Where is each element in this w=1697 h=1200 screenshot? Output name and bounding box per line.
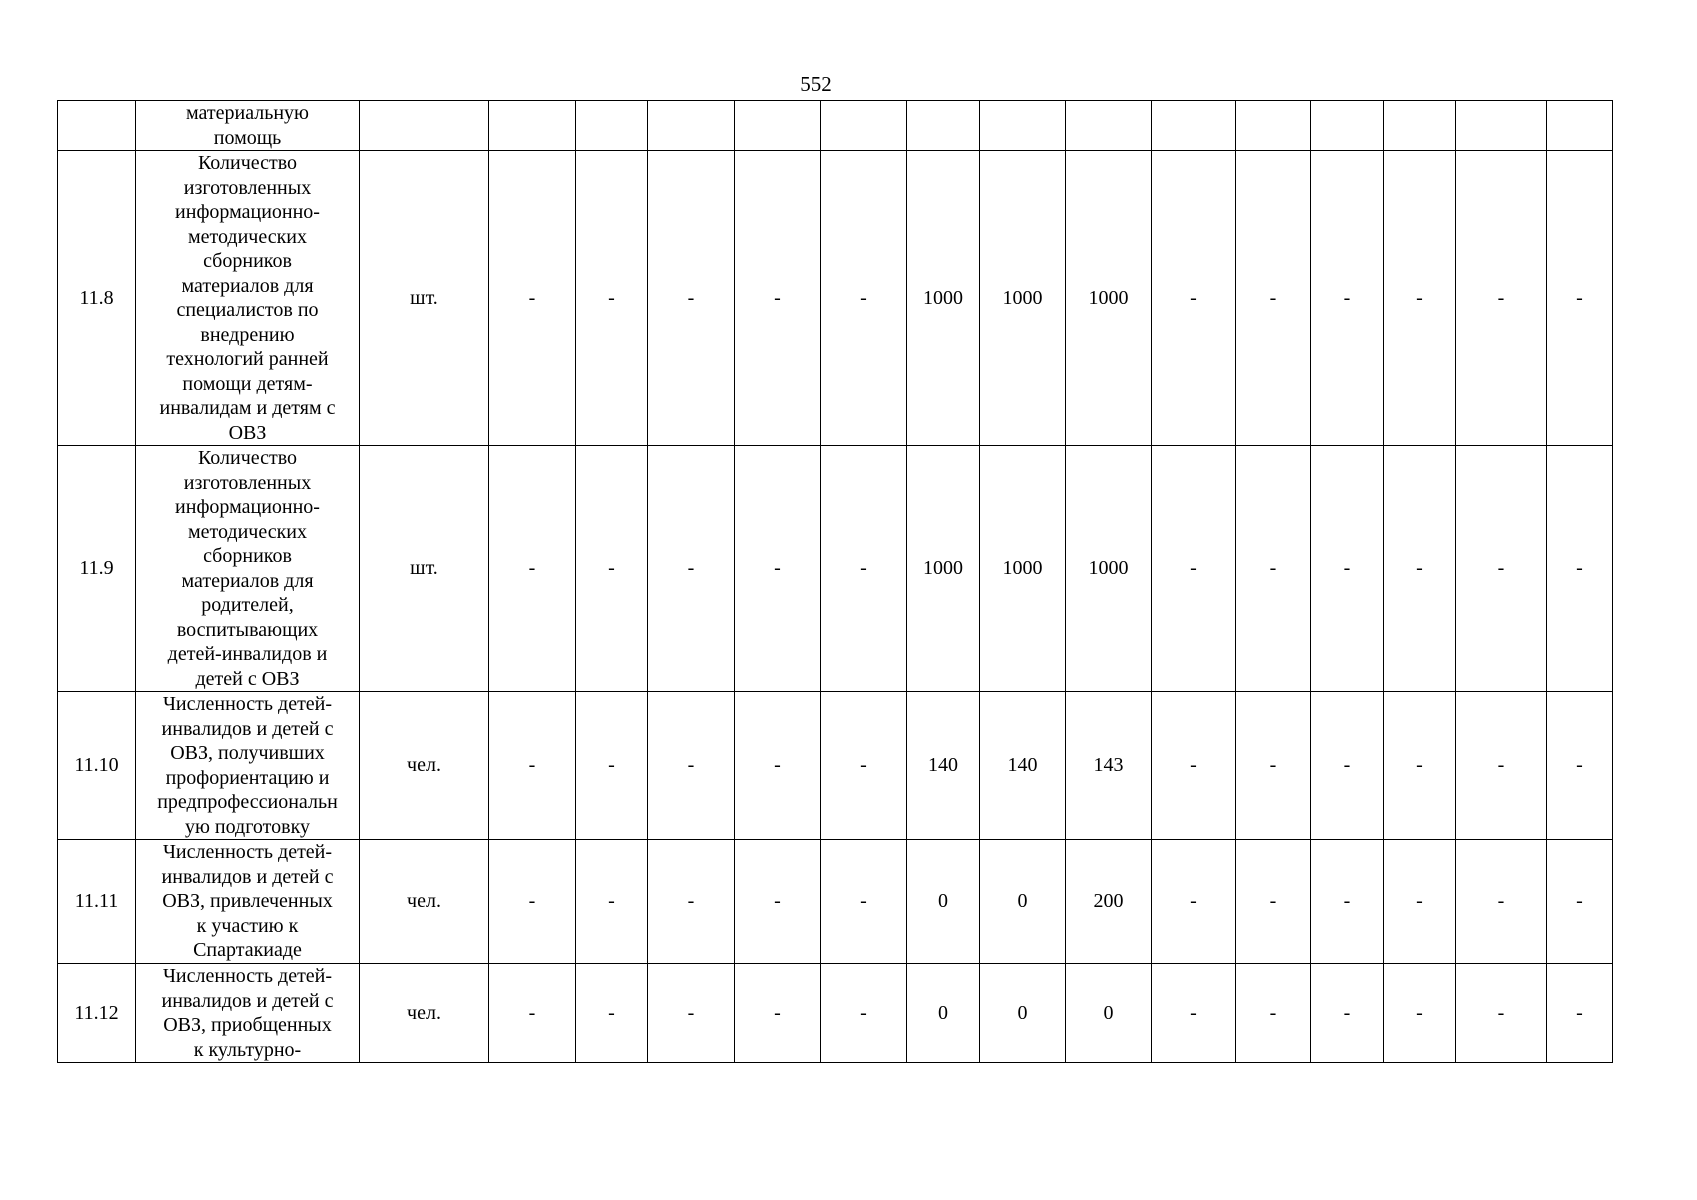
value-cell: - [1311,840,1384,964]
page-number: 552 [800,72,832,96]
value-cell [735,101,821,151]
value-cell: 140 [980,692,1066,840]
value-cell [1384,101,1456,151]
value-cell: - [735,692,821,840]
table-row [58,446,1613,692]
value-cell: - [821,964,907,1063]
value-cell: - [648,964,735,1063]
value-cell [1152,101,1236,151]
value-cell: - [648,840,735,964]
value-cell: - [1311,446,1384,692]
indicator-name-cell: Количество изготовленных информационно- методических сборников материалов для специалистов по внедрению технологий ранней помощи детям- инвалидам и детям с ОВЗ [136,151,360,446]
value-cell: - [735,840,821,964]
table-row [58,692,1613,840]
note-cell: - [1547,964,1613,1063]
value-cell: - [489,446,576,692]
row-number-cell: 11.12 [58,964,136,1063]
value-cell: - [1456,446,1547,692]
value-cell: - [1152,964,1236,1063]
value-cell: 0 [907,964,980,1063]
value-cell: 1000 [907,446,980,692]
value-cell: - [489,692,576,840]
value-cell: - [735,446,821,692]
value-cell: 1000 [980,151,1066,446]
table-row [58,840,1613,964]
row-number-cell: 11.11 [58,840,136,964]
unit-cell [360,101,489,151]
indicator-name-cell: Количество изготовленных информационно- методических сборников материалов для родителей, воспитывающих детей-инвалидов и детей с ОВЗ [136,446,360,692]
value-cell: - [576,840,648,964]
value-cell: 0 [1066,964,1152,1063]
row-number-cell: 11.8 [58,151,136,446]
value-cell: - [576,964,648,1063]
value-cell [907,101,980,151]
row-number-cell [58,101,136,151]
value-cell: - [1456,692,1547,840]
value-cell [821,101,907,151]
indicator-name-cell: материальную помощь [136,101,360,151]
value-cell: 200 [1066,840,1152,964]
value-cell: - [1236,446,1311,692]
value-cell [576,101,648,151]
value-cell: - [1456,840,1547,964]
indicators-table [57,100,1613,1063]
value-cell: 0 [907,840,980,964]
value-cell: - [821,151,907,446]
value-cell: - [735,964,821,1063]
value-cell: - [1311,692,1384,840]
value-cell: 0 [980,964,1066,1063]
value-cell: - [1456,964,1547,1063]
value-cell: - [1311,151,1384,446]
value-cell: - [1311,964,1384,1063]
unit-cell: чел. [360,840,489,964]
unit-cell: чел. [360,964,489,1063]
value-cell: 0 [980,840,1066,964]
value-cell: - [1152,692,1236,840]
value-cell: - [821,840,907,964]
value-cell: - [821,692,907,840]
value-cell: - [1384,446,1456,692]
value-cell: - [1384,151,1456,446]
value-cell: 1000 [1066,151,1152,446]
value-cell [1456,101,1547,151]
unit-cell: шт. [360,151,489,446]
value-cell: - [1152,446,1236,692]
value-cell: - [1236,840,1311,964]
value-cell [648,101,735,151]
value-cell: - [1456,151,1547,446]
value-cell: - [648,692,735,840]
note-cell: - [1547,840,1613,964]
table-row [58,964,1613,1063]
value-cell: - [489,151,576,446]
value-cell: - [489,840,576,964]
value-cell: - [1236,151,1311,446]
unit-cell: чел. [360,692,489,840]
indicator-name-cell: Численность детей- инвалидов и детей с ОВЗ, получивших профориентацию и предпрофессиональн ую подготовку [136,692,360,840]
table-row [58,101,1613,151]
unit-cell: шт. [360,446,489,692]
value-cell: 1000 [980,446,1066,692]
value-cell: - [576,446,648,692]
value-cell: - [1384,840,1456,964]
value-cell: - [1152,840,1236,964]
note-cell: - [1547,446,1613,692]
value-cell: - [648,446,735,692]
value-cell [1311,101,1384,151]
value-cell: - [1384,692,1456,840]
value-cell: - [576,151,648,446]
value-cell [980,101,1066,151]
indicator-name-cell: Численность детей- инвалидов и детей с ОВЗ, приобщенных к культурно- [136,964,360,1063]
value-cell: - [1152,151,1236,446]
value-cell: - [735,151,821,446]
value-cell [489,101,576,151]
note-cell: - [1547,151,1613,446]
value-cell: 140 [907,692,980,840]
value-cell: - [821,446,907,692]
table-row [58,151,1613,446]
table-body [58,101,1613,1063]
value-cell [1066,101,1152,151]
value-cell: - [576,692,648,840]
value-cell: - [1236,964,1311,1063]
note-cell: - [1547,692,1613,840]
value-cell: - [1384,964,1456,1063]
value-cell [1236,101,1311,151]
note-cell [1547,101,1613,151]
indicator-name-cell: Численность детей- инвалидов и детей с ОВЗ, привлеченных к участию к Спартакиаде [136,840,360,964]
value-cell: - [648,151,735,446]
value-cell: - [489,964,576,1063]
value-cell: 1000 [907,151,980,446]
value-cell: 143 [1066,692,1152,840]
value-cell: - [1236,692,1311,840]
row-number-cell: 11.10 [58,692,136,840]
value-cell: 1000 [1066,446,1152,692]
row-number-cell: 11.9 [58,446,136,692]
